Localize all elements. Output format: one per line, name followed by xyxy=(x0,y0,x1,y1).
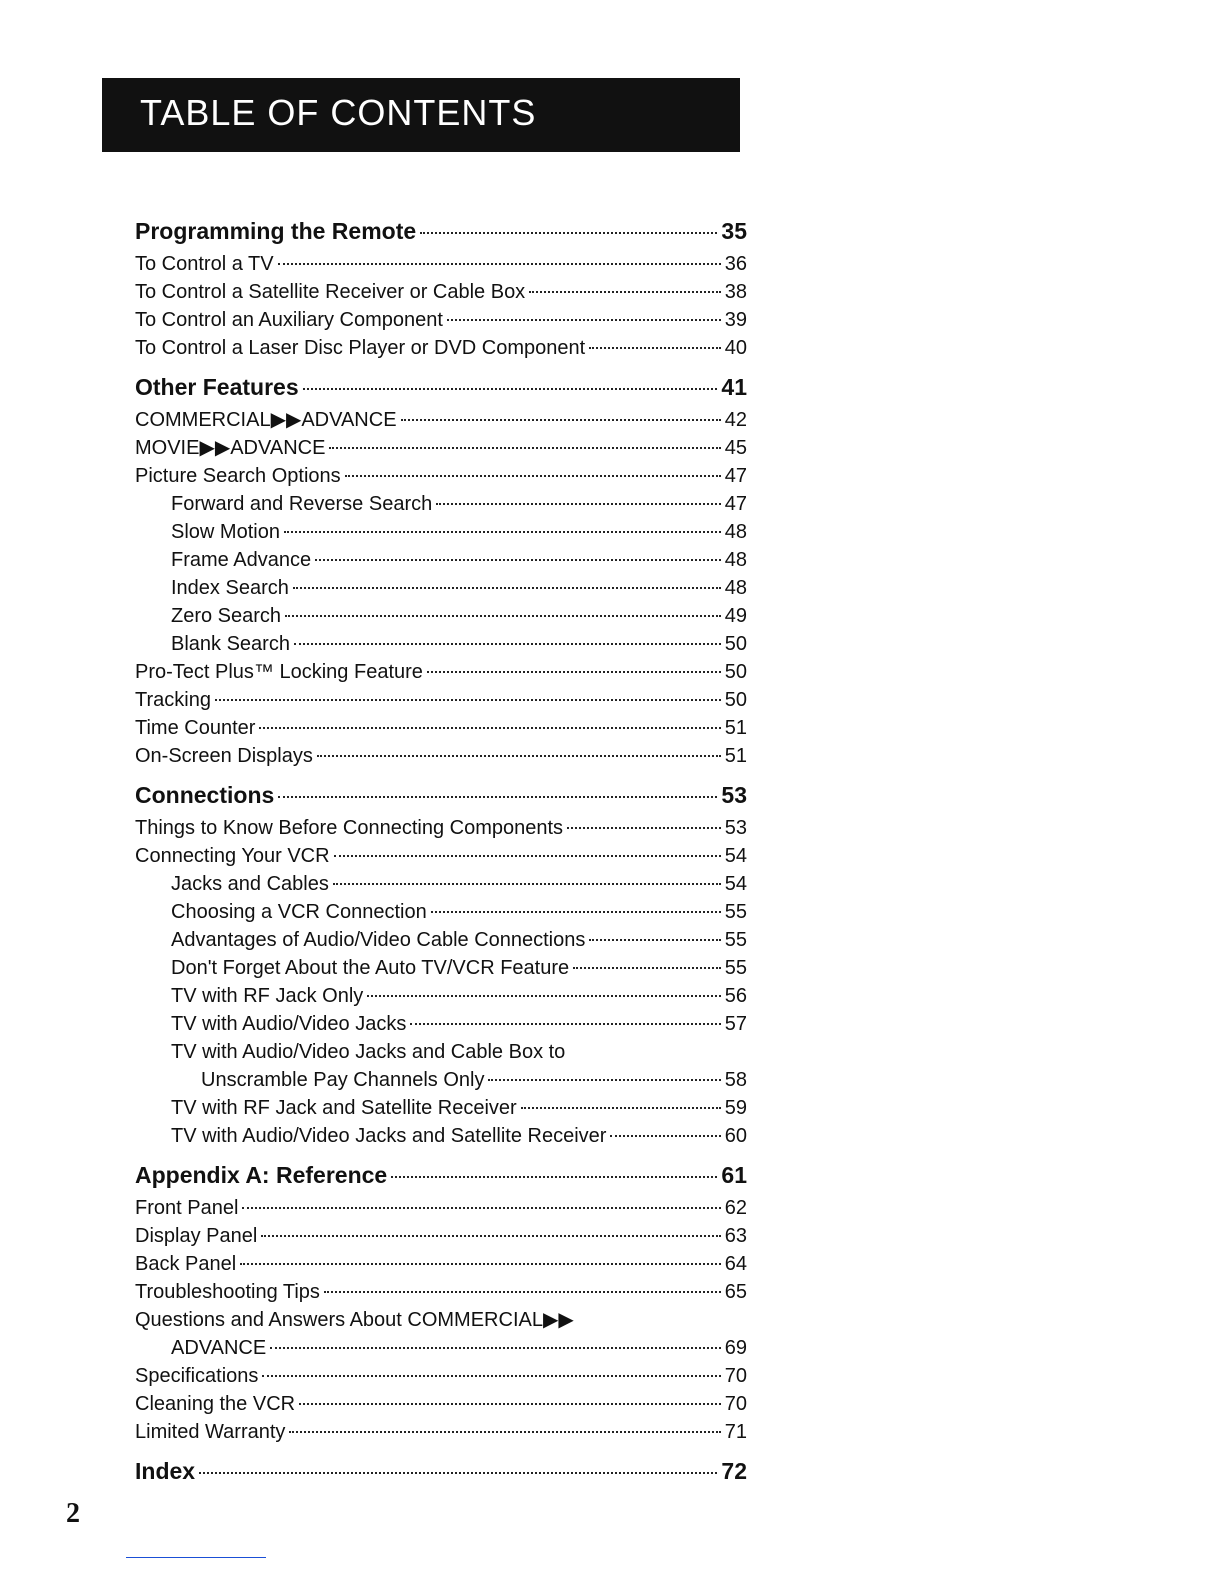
toc-entry[interactable] xyxy=(135,686,747,714)
dot-leader xyxy=(242,1207,720,1209)
toc-entry[interactable] xyxy=(135,406,747,434)
dot-leader xyxy=(278,796,717,798)
toc-entry-label: Blank Search xyxy=(171,633,290,655)
toc-page-number: 57 xyxy=(724,1013,747,1035)
toc-entry[interactable] xyxy=(135,306,747,334)
toc-page-number: 61 xyxy=(721,1162,747,1188)
toc-entry-label: TV with RF Jack and Satellite Receiver xyxy=(171,1097,517,1119)
toc-entry-label: Tracking xyxy=(135,689,211,711)
toc-entry-label: COMMERCIAL▶▶ADVANCE xyxy=(135,409,397,431)
toc-entry-label: Time Counter xyxy=(135,717,256,739)
dot-leader xyxy=(240,1263,721,1265)
toc-entry-label: Frame Advance xyxy=(171,549,312,571)
toc-entry-label: TV with Audio/Video Jacks and Cable Box to xyxy=(171,1041,566,1063)
dot-leader xyxy=(367,995,720,997)
toc-page-number: 50 xyxy=(724,661,747,683)
toc-page-number: 48 xyxy=(724,549,747,571)
dot-leader xyxy=(261,1235,720,1237)
toc-page-number: 47 xyxy=(724,493,747,515)
dot-leader xyxy=(573,967,721,969)
page-title: TABLE OF CONTENTS xyxy=(140,92,537,133)
dot-leader xyxy=(284,531,721,533)
toc-entry-label: Unscramble Pay Channels Only xyxy=(201,1069,485,1091)
toc-page-number: 65 xyxy=(724,1281,747,1303)
toc-entry-label: Advantages of Audio/Video Cable Connections xyxy=(171,929,586,951)
toc-page-number: 39 xyxy=(724,309,747,331)
toc-page-number: 54 xyxy=(724,873,747,895)
dot-leader xyxy=(521,1107,721,1109)
toc-section-title: Other Features xyxy=(135,374,299,400)
toc-page-number: 51 xyxy=(724,745,747,767)
toc-entry-label: Slow Motion xyxy=(171,521,280,543)
toc-entry[interactable] xyxy=(135,982,747,1010)
toc-entry-label: Picture Search Options xyxy=(135,465,341,487)
toc-page-number: 72 xyxy=(721,1458,747,1484)
toc-entry[interactable] xyxy=(135,870,747,898)
toc-page-number: 69 xyxy=(724,1337,747,1359)
dot-leader xyxy=(289,1431,720,1433)
toc-entry-label: To Control a Laser Disc Player or DVD Component xyxy=(135,337,586,359)
toc-page-number: 64 xyxy=(724,1253,747,1275)
dot-leader xyxy=(278,263,721,265)
toc-section-title: Index xyxy=(135,1458,196,1484)
toc-entry-label: Back Panel xyxy=(135,1253,237,1275)
toc-entry-label: MOVIE▶▶ADVANCE xyxy=(135,437,326,459)
toc-section-heading[interactable] xyxy=(135,1158,747,1192)
toc-entry-label: Limited Warranty xyxy=(135,1421,286,1443)
toc-page-number: 40 xyxy=(724,337,747,359)
toc-entry-label: To Control a Satellite Receiver or Cable Box xyxy=(135,281,526,303)
toc-page-number: 63 xyxy=(724,1225,747,1247)
toc-entry[interactable] xyxy=(135,1038,747,1066)
dot-leader xyxy=(299,1403,721,1405)
toc-entry-label: Choosing a VCR Connection xyxy=(171,901,427,923)
toc-entry-label: ADVANCE xyxy=(171,1337,267,1359)
toc-entry[interactable] xyxy=(135,714,747,742)
toc-entry-label: To Control a TV xyxy=(135,253,274,275)
toc-entry[interactable] xyxy=(135,842,747,870)
toc-entry[interactable] xyxy=(135,1334,747,1362)
toc-entry-label: To Control an Auxiliary Component xyxy=(135,309,443,331)
dot-leader xyxy=(285,615,721,617)
toc-page-number: 41 xyxy=(721,374,747,400)
toc-entry-label: Connecting Your VCR xyxy=(135,845,330,867)
toc-entry-label: Questions and Answers About COMMERCIAL▶▶ xyxy=(135,1309,574,1331)
toc-entry[interactable] xyxy=(135,1278,747,1306)
dot-leader xyxy=(199,1472,717,1474)
toc-section-heading[interactable] xyxy=(135,370,747,404)
dot-leader xyxy=(488,1079,720,1081)
toc-entry[interactable] xyxy=(135,1010,747,1038)
dot-leader xyxy=(391,1176,717,1178)
toc-page-number: 50 xyxy=(724,689,747,711)
dot-leader xyxy=(270,1347,721,1349)
toc-entry[interactable] xyxy=(135,1122,747,1150)
dot-leader xyxy=(589,347,721,349)
toc-page-number: 59 xyxy=(724,1097,747,1119)
toc-entry[interactable] xyxy=(135,334,747,362)
toc-entry[interactable] xyxy=(135,546,747,574)
header-bar xyxy=(102,78,740,152)
toc-entry[interactable] xyxy=(135,1222,747,1250)
dot-leader xyxy=(401,419,721,421)
toc-entry[interactable] xyxy=(135,574,747,602)
dot-leader xyxy=(529,291,721,293)
toc-entry-label: Pro-Tect Plus™ Locking Feature xyxy=(135,661,423,683)
toc-page-number: 62 xyxy=(724,1197,747,1219)
toc-section-heading[interactable] xyxy=(135,214,747,248)
toc-entry-label: Zero Search xyxy=(171,605,282,627)
toc-page-number: 54 xyxy=(724,845,747,867)
toc-entry[interactable] xyxy=(135,926,747,954)
toc-page-number: 70 xyxy=(724,1393,747,1415)
toc-entry[interactable] xyxy=(135,898,747,926)
toc-page-number: 55 xyxy=(724,901,747,923)
toc-entry[interactable] xyxy=(135,1390,747,1418)
dot-leader xyxy=(427,671,721,673)
toc-entry[interactable] xyxy=(135,1362,747,1390)
toc-page-number: 45 xyxy=(724,437,747,459)
dot-leader xyxy=(345,475,721,477)
toc-entry[interactable] xyxy=(135,1194,747,1222)
toc-entry[interactable] xyxy=(135,278,747,306)
dot-leader xyxy=(589,939,720,941)
toc-page-number: 48 xyxy=(724,577,747,599)
toc-page-number: 55 xyxy=(724,957,747,979)
toc-page-number: 55 xyxy=(724,929,747,951)
toc-section-title: Connections xyxy=(135,782,275,808)
dot-leader xyxy=(610,1135,720,1137)
toc-entry-label: TV with Audio/Video Jacks and Satellite Receiver xyxy=(171,1125,607,1147)
toc-entry[interactable] xyxy=(135,742,747,770)
toc-section-title: Appendix A: Reference xyxy=(135,1162,388,1188)
toc-entry-label: Index Search xyxy=(171,577,289,599)
toc-page-number: 47 xyxy=(724,465,747,487)
dot-leader xyxy=(410,1023,720,1025)
toc-section-heading[interactable] xyxy=(135,778,747,812)
toc-page-number: 53 xyxy=(721,782,747,808)
toc-section-title: Programming the Remote xyxy=(135,218,417,244)
toc-page-number: 71 xyxy=(724,1421,747,1443)
toc-entry[interactable] xyxy=(135,602,747,630)
toc-entry[interactable] xyxy=(135,1066,747,1094)
toc-entry[interactable] xyxy=(135,518,747,546)
toc-entry[interactable] xyxy=(135,250,747,278)
toc-entry[interactable] xyxy=(135,490,747,518)
toc-page-number: 58 xyxy=(724,1069,747,1091)
toc-entry-label: Jacks and Cables xyxy=(171,873,329,895)
toc-entry[interactable] xyxy=(135,1250,747,1278)
dot-leader xyxy=(567,827,721,829)
toc-page-number: 51 xyxy=(724,717,747,739)
toc-entry-label: TV with Audio/Video Jacks xyxy=(171,1013,407,1035)
toc-page-number: 60 xyxy=(724,1125,747,1147)
toc-section-heading[interactable] xyxy=(135,1454,747,1488)
toc-entry-label: Forward and Reverse Search xyxy=(171,493,433,515)
dot-leader xyxy=(431,911,721,913)
toc-page-number: 50 xyxy=(724,633,747,655)
toc-entry[interactable] xyxy=(135,954,747,982)
toc-entry-label: Don't Forget About the Auto TV/VCR Feature xyxy=(171,957,570,979)
dot-leader xyxy=(262,1375,720,1377)
toc-entry-label: Cleaning the VCR xyxy=(135,1393,296,1415)
toc-entry-label: Display Panel xyxy=(135,1225,258,1247)
toc-entry-label: Things to Know Before Connecting Components xyxy=(135,817,564,839)
toc-page-number: 49 xyxy=(724,605,747,627)
toc-entry[interactable] xyxy=(135,630,747,658)
toc-entry-label: Specifications xyxy=(135,1365,259,1387)
dot-leader xyxy=(447,319,721,321)
toc-page-number: 56 xyxy=(724,985,747,1007)
toc-page-number: 38 xyxy=(724,281,747,303)
toc-entry[interactable] xyxy=(135,1306,747,1334)
dot-leader xyxy=(315,559,721,561)
toc-page-number: 36 xyxy=(724,253,747,275)
toc-entry[interactable] xyxy=(135,462,747,490)
dot-leader xyxy=(259,727,720,729)
toc-entry[interactable] xyxy=(135,814,747,842)
toc-entry-label: Front Panel xyxy=(135,1197,239,1219)
dot-leader xyxy=(436,503,721,505)
toc-entry[interactable] xyxy=(135,1094,747,1122)
dot-leader xyxy=(293,587,721,589)
page-number: 2 xyxy=(66,1498,80,1529)
toc-page-number: 42 xyxy=(724,409,747,431)
toc-entry-label: Troubleshooting Tips xyxy=(135,1281,320,1303)
toc-page-number: 48 xyxy=(724,521,747,543)
table-of-contents xyxy=(135,214,747,1488)
dot-leader xyxy=(420,232,717,234)
dot-leader xyxy=(334,855,721,857)
dot-leader xyxy=(333,883,721,885)
toc-page-number: 53 xyxy=(724,817,747,839)
dot-leader xyxy=(329,447,720,449)
toc-entry[interactable] xyxy=(135,658,747,686)
dot-leader xyxy=(324,1291,721,1293)
dot-leader xyxy=(303,388,718,390)
toc-entry-label: On-Screen Displays xyxy=(135,745,313,767)
toc-entry-label: TV with RF Jack Only xyxy=(171,985,364,1007)
dot-leader xyxy=(294,643,721,645)
footer-rule xyxy=(126,1557,266,1558)
toc-page-number: 35 xyxy=(721,218,747,244)
toc-entry[interactable] xyxy=(135,1418,747,1446)
dot-leader xyxy=(215,699,721,701)
dot-leader xyxy=(317,755,721,757)
toc-entry[interactable] xyxy=(135,434,747,462)
toc-page-number: 70 xyxy=(724,1365,747,1387)
